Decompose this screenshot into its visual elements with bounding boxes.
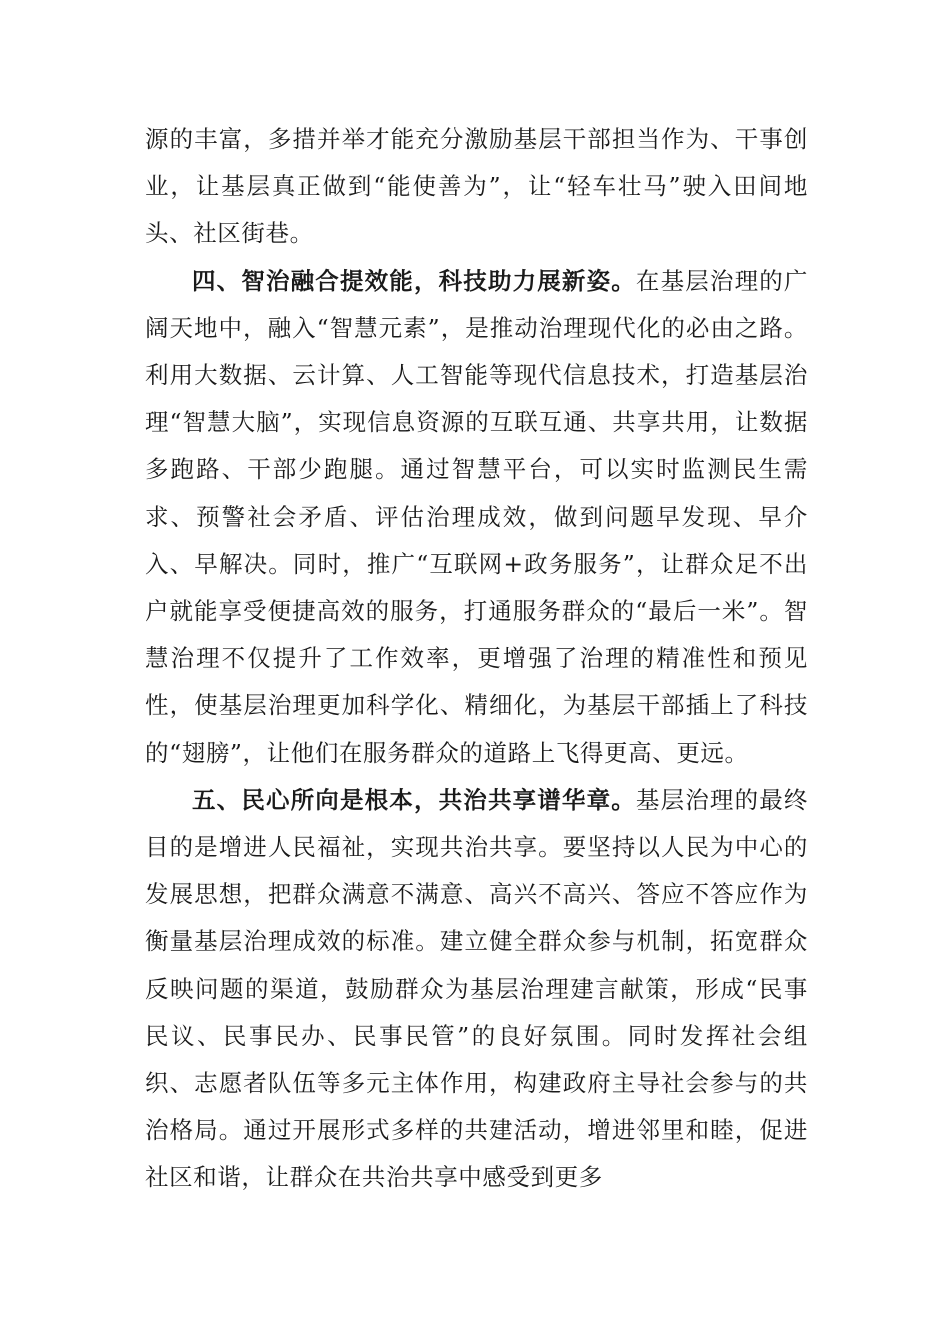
section-heading: 五、民心所向是根本，共治共享谱华章。 [192, 785, 636, 814]
paragraph-body: 源的丰富，多措并举才能充分激励基层干部担当作为、干事创业，让基层真正做到“能使善为”，让“轻车壮马”驶入田间地头、社区街巷。 [145, 125, 808, 248]
section-heading: 四、智治融合提效能，科技助力展新姿。 [192, 266, 636, 295]
document-page [145, 116, 808, 1202]
paragraph-body: 在基层治理的广阔天地中，融入“智慧元素”，是推动治理现代化的必由之路。利用大数据、云计算、人工智能等现代信息技术，打造基层治理“智慧大脑”，实现信息资源的互联互通、共享共用，让数据多跑路、干部少跑腿。通过智慧平台，可以实时监测民生需求、预警社会矛盾、评估治理成效，做到问题早发现、早介入、早解决。同时，推广“互联网+政务服务”，让群众足不出户就能享受便捷高效的服务，打通服务群众的“最后一米”。智慧治理不仅提升了工作效率，更增强了治理的精准性和预见性，使基层治理更加科学化、精细化，为基层干部插上了科技的“翅膀”，让他们在服务群众的道路上飞得更高、更远。 [145, 266, 808, 767]
paragraph-section-four [145, 258, 808, 777]
paragraph-body: 基层治理的最终目的是增进人民福祉，实现共治共享。要坚持以人民为中心的发展思想，把群众满意不满意、高兴不高兴、答应不答应作为衡量基层治理成效的标准。建立健全群众参与机制，拓宽群众反映问题的渠道，鼓励群众为基层治理建言献策，形成“民事民议、民事民办、民事民管”的良好氛围。同时发挥社会组织、志愿者队伍等多元主体作用，构建政府主导社会参与的共治格局。通过开展形式多样的共建活动，增进邻里和睦，促进社区和谐，让群众在共治共享中感受到更多 [145, 785, 808, 1192]
paragraph-section-five [145, 777, 808, 1202]
paragraph-continuation [145, 116, 808, 258]
